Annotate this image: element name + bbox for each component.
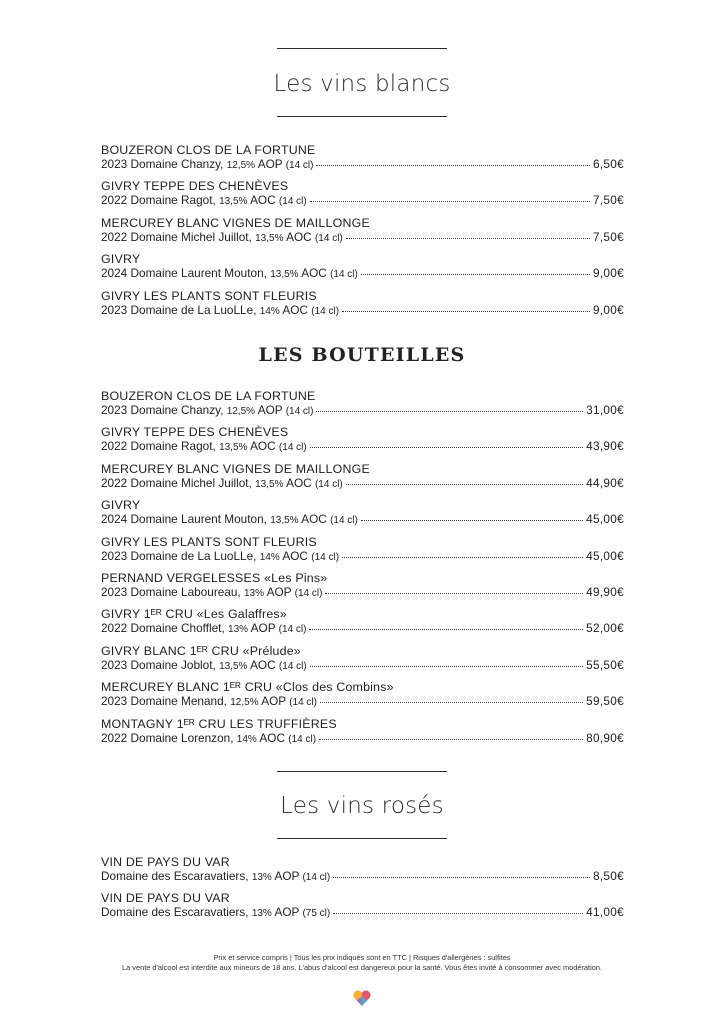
wine-name: GIVRY LES PLANTS SONT FLEURIS [101, 288, 317, 303]
dot-leader [361, 264, 590, 275]
wine-year-domaine: 2023 Domaine Joblot, [101, 657, 216, 672]
wine-item [101, 498, 624, 534]
wine-volume: (14 cl) [285, 160, 314, 171]
wine-appellation: AOC [301, 512, 327, 527]
wine-price: 41,00€ [586, 905, 624, 920]
wine-price: 45,00€ [586, 548, 624, 563]
wine-year-domaine: 2023 Domaine Chanzy, [101, 157, 224, 171]
wine-price: 9,00€ [592, 266, 624, 281]
wine-item [101, 891, 624, 927]
wine-name: MERCUREY BLANC VIGNES DE MAILLONGE [101, 215, 370, 230]
dot-leader [310, 437, 583, 448]
wine-abv: 13% [251, 872, 272, 883]
wine-item [101, 644, 624, 680]
wine-appellation: AOP [257, 157, 283, 171]
section-title-rose-wines: Les vins rosés [280, 793, 444, 819]
wine-price: 7,50€ [592, 229, 624, 244]
wine-name: VIN DE PAYS DU VAR [101, 891, 230, 906]
wine-year-domaine: 2023 Domaine de La LuoLLe, [101, 302, 257, 317]
wine-appellation: AOC [250, 657, 276, 672]
wine-details-line [101, 193, 624, 209]
wine-name: BOUZERON CLOS DE LA FORTUNE [101, 143, 316, 157]
wine-appellation: AOP [250, 621, 276, 636]
wine-appellation: AOP [257, 403, 283, 417]
wine-details [101, 585, 322, 601]
wine-details-line [101, 731, 624, 747]
heart-logo-icon [352, 988, 372, 1008]
wine-item [101, 855, 624, 891]
wine-item [101, 680, 624, 716]
wine-details-line [101, 585, 624, 601]
wine-abv: 12,5% [226, 406, 256, 417]
dot-leader [346, 474, 583, 485]
wine-details [101, 303, 339, 319]
wine-volume: (14 cl) [288, 733, 317, 745]
wine-appellation: AOP [274, 869, 300, 883]
wine-details-line [101, 439, 624, 455]
dot-leader [361, 510, 583, 521]
wine-details [101, 157, 313, 173]
wine-volume: (14 cl) [314, 478, 343, 490]
rose-title-underline [277, 838, 447, 839]
white-wines-list [101, 143, 624, 325]
wine-price: 80,90€ [586, 730, 624, 745]
wine-appellation: AOC [250, 439, 276, 454]
bottles-list [101, 389, 624, 753]
wine-volume: (14 cl) [289, 697, 317, 709]
section-title-bottles: LES BOUTEILLES [258, 344, 466, 366]
wine-item [101, 425, 624, 461]
wine-price: 43,90€ [586, 439, 624, 454]
wine-item [101, 535, 624, 571]
wine-price: 31,00€ [586, 403, 624, 417]
wine-details-line [101, 621, 624, 637]
wine-details [101, 230, 343, 246]
section-title-white-wines: Les vins blancs [273, 71, 451, 97]
wine-name: GIVRY TEPPE DES CHENÈVES [101, 425, 289, 440]
dot-leader [316, 155, 589, 166]
wine-details-line [101, 403, 624, 419]
wine-item [101, 143, 624, 179]
wine-appellation: AOC [301, 266, 327, 281]
wine-item [101, 607, 624, 643]
wine-details [101, 403, 313, 419]
wine-price: 49,90€ [586, 584, 624, 599]
wine-abv: 13% [251, 908, 272, 920]
wine-year-domaine: 2022 Domaine Lorenzon, [101, 730, 234, 745]
wine-volume: (14 cl) [285, 406, 314, 417]
dot-leader [319, 729, 583, 740]
wine-price: 55,50€ [586, 657, 624, 672]
dot-leader [309, 619, 583, 630]
dot-leader [325, 583, 583, 594]
footer-line-pricing: Prix et service compris | Tous les prix indiqués sont en TTC | Risques d'allergènes : sulfites [213, 953, 511, 962]
wine-year-domaine: 2022 Domaine Ragot, [101, 193, 216, 208]
wine-details-line [101, 512, 624, 528]
wine-volume: (14 cl) [311, 305, 340, 317]
dot-leader [342, 547, 583, 558]
wine-year-domaine: 2024 Domaine Laurent Mouton, [101, 266, 267, 281]
wine-year-domaine: 2023 Domaine Menand, [101, 694, 227, 709]
dot-leader [310, 191, 590, 202]
dot-leader [310, 656, 583, 667]
rose-top-divider [277, 771, 447, 772]
wine-details [101, 439, 307, 455]
wine-volume: (14 cl) [302, 872, 331, 883]
wine-name: GIVRY TEPPE DES CHENÈVES [101, 179, 289, 194]
wine-appellation: AOP [274, 905, 300, 920]
wine-name: MERCUREY BLANC VIGNES DE MAILLONGE [101, 461, 370, 476]
wine-details-line [101, 869, 624, 885]
wine-year-domaine: 2024 Domaine Laurent Mouton, [101, 512, 267, 527]
wine-year-domaine: 2022 Domaine Ragot, [101, 439, 216, 454]
wine-details [101, 869, 330, 885]
wine-volume: (14 cl) [330, 515, 358, 527]
wine-details-line [101, 266, 624, 282]
wine-volume: (14 cl) [278, 196, 307, 208]
dot-leader [333, 867, 590, 878]
wine-abv: 14% [236, 733, 257, 745]
wine-abv: 14% [259, 305, 280, 317]
wine-volume: (14 cl) [278, 660, 307, 672]
wine-price: 8,50€ [592, 869, 624, 883]
wine-appellation: AOC [282, 302, 308, 317]
wine-volume: (14 cl) [330, 269, 358, 281]
wine-details-line [101, 905, 624, 921]
dot-leader [342, 301, 590, 312]
wine-details [101, 266, 358, 282]
wine-details-line [101, 694, 624, 710]
wine-year-domaine: Domaine des Escaravatiers, [101, 869, 249, 883]
wine-year-domaine: 2023 Domaine de La LuoLLe, [101, 548, 257, 563]
wine-volume: (14 cl) [278, 624, 307, 636]
wine-year-domaine: Domaine des Escaravatiers, [101, 905, 249, 920]
wine-name: MONTAGNY 1ᴱᴿ CRU LES TRUFFIÈRES [101, 716, 337, 731]
wine-abv: 13,5% [255, 478, 284, 490]
wine-name: GIVRY LES PLANTS SONT FLEURIS [101, 534, 317, 549]
wine-appellation: AOC [282, 548, 308, 563]
wine-year-domaine: 2023 Domaine Laboureau, [101, 584, 241, 599]
wine-abv: 13% [243, 587, 264, 599]
wine-details [101, 621, 306, 637]
wine-volume: (75 cl) [302, 908, 331, 920]
wine-details-line [101, 303, 624, 319]
wine-name: BOUZERON CLOS DE LA FORTUNE [101, 389, 316, 403]
wine-abv: 13,5% [219, 196, 248, 208]
title-underline [277, 116, 447, 117]
wine-volume: (14 cl) [294, 587, 323, 599]
wine-price: 6,50€ [592, 157, 624, 171]
wine-year-domaine: 2022 Domaine Chofflet, [101, 621, 225, 636]
top-divider [277, 48, 447, 49]
wine-item [101, 462, 624, 498]
wine-item [101, 252, 624, 288]
wine-abv: 14% [259, 551, 280, 563]
wine-name: MERCUREY BLANC 1ᴱᴿ CRU «Clos des Combins» [101, 680, 394, 695]
dot-leader [333, 903, 583, 914]
wine-abv: 13,5% [270, 269, 299, 281]
wine-appellation: AOC [259, 730, 285, 745]
wine-year-domaine: 2023 Domaine Chanzy, [101, 403, 224, 417]
wine-name: GIVRY 1ᴱᴿ CRU «Les Galaffres» [101, 607, 287, 622]
footer-line-alcohol-warning: La vente d'alcool est interdite aux mineurs de 18 ans. L'abus d'alcool est dangereux pour la santé. Vous êtes invité à consommer avec modération. [122, 963, 602, 972]
wine-item [101, 389, 624, 425]
wine-appellation: AOP [261, 694, 286, 709]
wine-details [101, 731, 316, 747]
wine-price: 9,00€ [592, 302, 624, 317]
wine-item [101, 571, 624, 607]
wine-details [101, 193, 307, 209]
wine-price: 45,00€ [586, 512, 624, 527]
wine-item [101, 216, 624, 252]
wine-name: GIVRY [101, 498, 141, 513]
wine-item [101, 179, 624, 215]
wine-name: GIVRY [101, 252, 141, 267]
wine-year-domaine: 2022 Domaine Michel Juillot, [101, 229, 252, 244]
wine-details-line [101, 230, 624, 246]
wine-name: PERNAND VERGELESSES «Les Pins» [101, 570, 328, 585]
wine-appellation: AOP [266, 584, 292, 599]
wine-price: 59,50€ [586, 694, 624, 709]
wine-year-domaine: 2022 Domaine Michel Juillot, [101, 475, 252, 490]
wine-name: GIVRY BLANC 1ᴱᴿ CRU «Prélude» [101, 643, 301, 658]
dot-leader [316, 401, 583, 412]
wine-appellation: AOC [286, 475, 312, 490]
wine-details-line [101, 476, 624, 492]
wine-abv: 13% [228, 624, 249, 636]
wine-name: VIN DE PAYS DU VAR [101, 855, 230, 869]
wine-details [101, 905, 330, 921]
wine-details [101, 658, 307, 674]
wine-appellation: AOC [250, 193, 276, 208]
wine-abv: 13,5% [270, 515, 299, 527]
wine-appellation: AOC [286, 229, 312, 244]
wine-abv: 13,5% [219, 660, 248, 672]
wine-details-line [101, 157, 624, 173]
wine-details-line [101, 658, 624, 674]
wine-abv: 13,5% [219, 442, 248, 454]
wine-abv: 12,5% [230, 697, 259, 709]
wine-details [101, 549, 339, 565]
wine-details [101, 512, 358, 528]
wine-item [101, 289, 624, 325]
wine-price: 7,50€ [592, 193, 624, 208]
rose-wines-list [101, 855, 624, 928]
wine-details-line [101, 549, 624, 565]
wine-abv: 13,5% [255, 232, 284, 244]
wine-volume: (14 cl) [278, 442, 307, 454]
dot-leader [346, 228, 590, 239]
dot-leader [320, 692, 583, 703]
wine-item [101, 717, 624, 753]
legal-footer [0, 953, 724, 973]
wine-price: 52,00€ [586, 621, 624, 636]
wine-volume: (14 cl) [311, 551, 340, 563]
wine-details [101, 694, 317, 710]
wine-details [101, 476, 343, 492]
wine-volume: (14 cl) [314, 232, 343, 244]
wine-price: 44,90€ [586, 475, 624, 490]
wine-abv: 12,5% [226, 160, 256, 171]
